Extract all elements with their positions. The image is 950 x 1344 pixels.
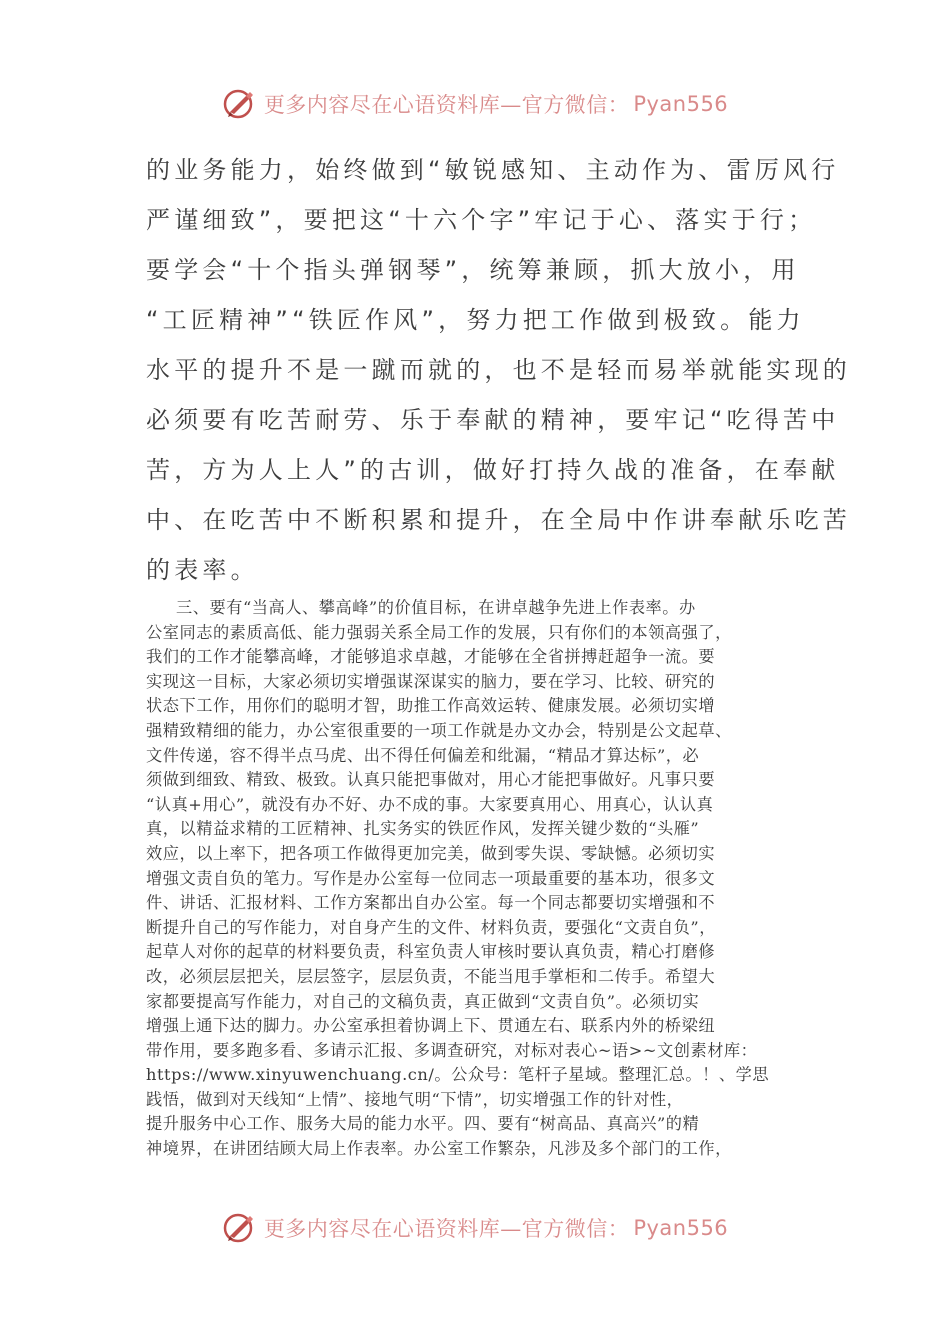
footer-watermark xyxy=(0,1208,950,1248)
text-line: 起草人对你的起草的材料要负责，科室负责人审核时要认真负责，精心打磨修 xyxy=(146,942,716,962)
large-paragraph xyxy=(146,145,851,595)
text-line: 效应，以上率下，把各项工作做得更加完美，做到零失误、零缺憾。必须切实 xyxy=(146,843,716,863)
text-line: 我们的工作才能攀高峰，才能够追求卓越，才能够在全省拼搏赶超争一流。要 xyxy=(146,647,716,667)
text-line: “认真+用心”，就没有办不好、办不成的事。大家要真用心、用真心，认认真 xyxy=(146,794,714,814)
watermark-wechat-id: Pyan556 xyxy=(633,1216,729,1240)
text-line: 状态下工作，用你们的聪明才智，助推工作高效运转、健康发展。必须切实增 xyxy=(146,696,716,716)
text-line: 的业务能力，始终做到“敏锐感知、主动作为、雷厉风行 xyxy=(146,156,840,184)
text-line: 必须要有吃苦耐劳、乐于奉献的精神，要牢记“吃得苦中 xyxy=(146,406,840,434)
text-line: 件、讲话、汇报材料、工作方案都出自办公室。每一个同志都要切实增强和不 xyxy=(146,893,716,913)
text-line: 要学会“十个指头弹钢琴”，统筹兼顾，抓大放小，用 xyxy=(146,256,800,284)
text-line: 三、要有“当高人、攀高峰”的价值目标，在讲卓越争先进上作表率。办 xyxy=(176,598,696,617)
text-line: 水平的提升不是一蹴而就的，也不是轻而易举就能实现的 xyxy=(146,356,851,384)
text-line: 神境界，在讲团结顾大局上作表率。办公室工作繁杂，凡涉及多个部门的工作， xyxy=(146,1139,732,1159)
text-line: 践悟，做到对天线知“上情”、接地气明“下情”，切实增强工作的针对性， xyxy=(146,1089,684,1109)
text-line: 增强文责自负的笔力。写作是办公室每一位同志一项最重要的基本功，很多文 xyxy=(146,868,716,888)
text-line: 带作用，要多跑多看、多请示汇报、多调查研究，对标对表心~语>~文创素材库： xyxy=(146,1040,758,1060)
text-line: 增强上通下达的脚力。办公室承担着协调上下、贯通左右、联系内外的桥梁纽 xyxy=(146,1016,716,1036)
text-line: 实现这一目标，大家必须切实增强谋深谋实的脑力，要在学习、比较、研究的 xyxy=(146,671,716,691)
text-line: 须做到细致、精致、极致。认真只能把事做对，用心才能把事做好。凡事只要 xyxy=(146,770,716,790)
header-watermark xyxy=(0,84,950,124)
text-line: 的表率。 xyxy=(146,556,259,584)
watermark-wechat-id: Pyan556 xyxy=(633,92,729,116)
watermark-text: 更多内容尽在心语资料库—官方微信： xyxy=(263,93,630,117)
text-line: 真，以精益求精的工匠精神、扎实务实的铁匠作风，发挥关键少数的“头雁” xyxy=(146,819,700,839)
text-line: “工匠精神”“铁匠作风”，努力把工作做到极致。能力 xyxy=(146,306,805,334)
watermark-text: 更多内容尽在心语资料库—官方微信： xyxy=(263,1217,630,1241)
text-line: 断提升自己的写作能力，对自身产生的文件、材料负责，要强化“文责自负”， xyxy=(146,917,716,937)
text-line: 文件传递，容不得半点马虎、出不得任何偏差和纰漏，“精品才算达标”，必 xyxy=(146,745,700,765)
text-line: 提升服务中心工作、服务大局的能力水平。四、要有“树高品、真高兴”的精 xyxy=(146,1114,700,1134)
text-line: 苦，方为人上人”的古训，做好打持久战的准备，在奉献 xyxy=(146,456,840,484)
text-line: 家都要提高写作能力，对自己的文稿负责，真正做到“文责自负”。必须切实 xyxy=(146,991,700,1011)
body-paragraph xyxy=(146,596,816,1162)
text-line: https://www.xinyuwenchuang.cn/。公众号：笔杆子星域。整理汇总。！、学思 xyxy=(146,1065,770,1085)
pen-logo-icon xyxy=(222,86,258,122)
text-line: 公室同志的素质高低、能力强弱关系全局工作的发展，只有你们的本领高强了， xyxy=(146,622,732,642)
text-line: 严谨细致”，要把这“十六个字”牢记于心、落实于行； xyxy=(146,206,817,234)
text-line: 中、在吃苦中不断积累和提升，在全局中作讲奉献乐吃苦 xyxy=(146,506,851,534)
text-line: 改，必须层层把关，层层签字，层层负责，不能当甩手掌柜和二传手。希望大 xyxy=(146,966,716,986)
pen-logo-icon xyxy=(222,1210,258,1246)
text-line: 强精致精细的能力，办公室很重要的一项工作就是办文办会，特别是公文起草、 xyxy=(146,720,732,740)
